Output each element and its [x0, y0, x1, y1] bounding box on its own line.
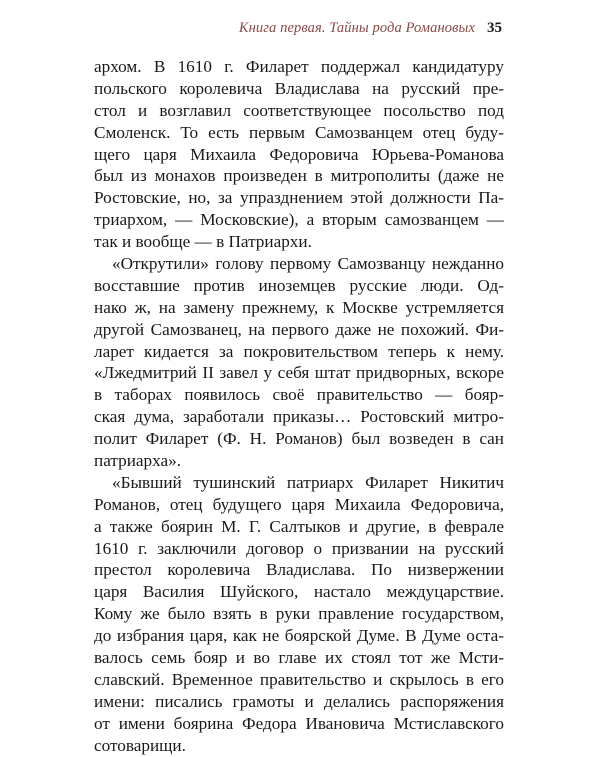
text-line: другой Самозванец, на первого даже не похожий. Фи- — [94, 319, 504, 339]
text-line: сотоварищи. — [94, 735, 186, 755]
body-text — [94, 56, 504, 757]
text-line: был из монахов произведен в митрополиты (даже не — [94, 166, 504, 186]
running-header — [239, 20, 502, 37]
text-line: 1610 г. заключили договор о призвании на русский — [94, 538, 504, 558]
text-line: триархом, — Московские), а вторым самозванцем — — [94, 210, 504, 230]
paragraph-3 — [94, 472, 504, 757]
text-line: царя Василия Шуйского, настало междуцарствие. — [94, 582, 504, 602]
text-line: а также боярин М. Г. Салтыков и другие, в феврале — [94, 516, 504, 536]
page-number: 35 — [487, 20, 502, 36]
text-line: восставшие против иноземцев русские люди. Од- — [94, 275, 504, 295]
text-line: патриарха». — [94, 451, 182, 471]
text-line: полит Филарет (Ф. Н. Романов) был возведен в сан — [94, 429, 504, 449]
text-line: стол и возглавил соответствующее посольство под — [94, 100, 504, 120]
text-line: славский. Временное правительство и скрылось в его — [94, 669, 504, 689]
text-line: от имени боярина Федора Ивановича Мстиславского — [94, 713, 504, 733]
text-line: «Бывший тушинский патриарх Филарет Никитич — [112, 472, 504, 492]
paragraph-2 — [94, 253, 504, 472]
text-line: «Открутили» голову первому Самозванцу нежданно — [112, 254, 504, 274]
text-line: Смоленск. То есть первым Самозванцем отец буду- — [94, 122, 504, 142]
text-line: Ростовские, но, за упразднением этой должности Па- — [94, 188, 504, 208]
text-line: в таборах появилось своё правительство — бояр- — [94, 385, 504, 405]
text-line: Кому же было взять в руки правление государством, — [94, 604, 504, 624]
text-line: так и вообще — в Патриархи. — [94, 232, 312, 252]
text-line: ларет кидается за покровительством теперь к нему. — [94, 341, 504, 361]
text-line: нако ж, на замену прежнему, к Москве устремляется — [94, 297, 504, 317]
text-line: Романов, отец будущего царя Михаила Федоровича, — [94, 494, 504, 514]
text-line: ская дума, заработали приказы… Ростовский митро- — [94, 407, 504, 427]
text-line: польского королевича Владислава на русский пре- — [94, 78, 504, 98]
text-line: престол королевича Владислава. По низвержении — [94, 560, 504, 580]
text-line: «Лжедмитрий II завел у себя штат придворных, вскоре — [94, 363, 504, 383]
text-line: валось семь бояр и во главе их стоял тот же Мсти- — [94, 648, 504, 668]
text-line: щего царя Михаила Федоровича Юрьева-Романова — [94, 144, 504, 164]
text-line: архом. В 1610 г. Филарет поддержал кандидатуру — [94, 57, 504, 76]
running-title: Книга первая. Тайны рода Романовых — [238, 20, 475, 36]
text-line: до избрания царя, как не боярской Думе. В Думе оста- — [94, 626, 504, 646]
paragraph-1 — [94, 56, 504, 253]
text-line: имени: писались грамоты и делались распоряжения — [94, 691, 504, 711]
